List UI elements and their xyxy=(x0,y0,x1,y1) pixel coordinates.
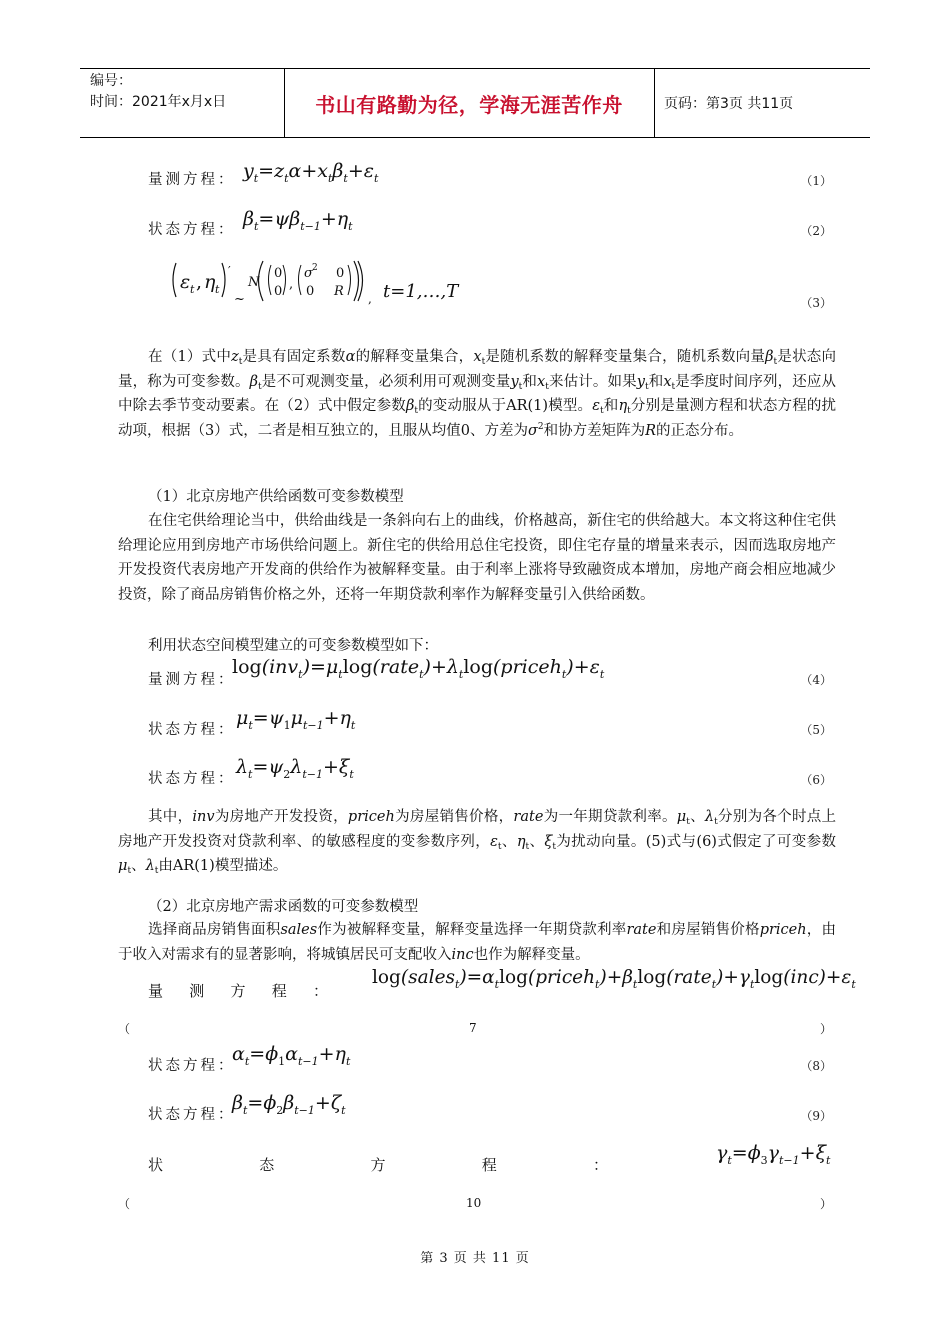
svg-text:0: 0 xyxy=(336,266,345,281)
equation-9: $\beta_t=\phi_2\beta_{t-1}+\zeta_t$ xyxy=(232,1092,346,1117)
svg-text:~: ~ xyxy=(234,292,245,307)
equation-10: $\gamma_t=\phi_3\gamma_{t-1}+\xi_t$ xyxy=(716,1142,831,1167)
svg-text:0: 0 xyxy=(306,284,315,299)
label-char: 测 xyxy=(189,982,205,1000)
label-char: 状 xyxy=(148,1156,164,1174)
equation-10-open-paren: （ xyxy=(118,1197,131,1211)
label-char: 程 xyxy=(271,982,287,1000)
header-meta xyxy=(90,71,226,113)
equation-8: $\alpha_t=\phi_1\alpha_{t-1}+\eta_t$ xyxy=(232,1043,351,1068)
svg-text:ε: ε xyxy=(180,271,191,293)
measure-equation-label: 量测方程： xyxy=(148,672,236,688)
equation-3-tail: t=1,…,T xyxy=(383,281,459,302)
equation-9-number: （9） xyxy=(800,1109,832,1123)
header-motto: 书山有路勤为径，学海无涯苦作舟 xyxy=(315,92,623,117)
state-equation-label: 状态方程： xyxy=(148,222,236,238)
label-char: 方 xyxy=(230,982,246,1000)
svg-text:,: , xyxy=(196,271,203,293)
equation-3-number: （3） xyxy=(800,296,832,310)
section-1-title: （1）北京房地产供给函数可变参数模型 xyxy=(148,489,404,505)
equation-5-number: （5） xyxy=(800,723,832,737)
equation-1: $y_t=z_t\alpha+x_t\beta_t+\varepsilon_t$ xyxy=(243,160,379,185)
page-footer: 第 3 页 共 11 页 xyxy=(420,1251,530,1266)
svg-text:R: R xyxy=(334,284,344,299)
svg-text:σ: σ xyxy=(304,266,313,281)
measure-equation-label-spread xyxy=(148,980,328,1001)
label-char: 方 xyxy=(370,1156,386,1174)
variables-paragraph: 其中，inv为房地产开发投资，priceh为房屋销售价格，rate为一年期贷款利率。$\mu_t$、$\lambda_t$分别为各个时点上房地产开发投资对贷款利率、的敏感程度的变参数序列，$\varepsilon_t$、$\eta_t$、$\xi_t$为扰动向量。(5)式与(6)式假定了可变参数$\mu_t$、$\lambda_t$由AR(1)模型描述。 xyxy=(118,809,837,877)
header-divider xyxy=(654,69,655,137)
equation-5: $\mu_t=\psi_1\mu_{t-1}+\eta_t$ xyxy=(236,707,356,732)
state-equation-label: 状态方程： xyxy=(148,1107,236,1123)
equation-2: $\beta_t=\psi\beta_{t-1}+\eta_t$ xyxy=(243,208,353,233)
label-char: 量 xyxy=(148,982,164,1000)
svg-text:′: ′ xyxy=(228,264,231,278)
equation-6: $\lambda_t=\psi_2\lambda_{t-1}+\xi_t$ xyxy=(236,756,354,781)
explanation-paragraph: 在（1）式中$z_t$是具有固定系数α的解释变量集合，$x_t$是随机系数的解释变量集合，随机系数向量$\beta_t$是状态向量，称为可变参数。$\beta_t$是不可观测变量，必须利用可观测变量$y_t$和$x_t$来估计。如果$y_t$和$x_t$是季度时间序列，还应从中除去季节变动要素。在（2）式中假定参数$\beta_t$的变动服从于AR(1)模型。$\varepsilon_t$和$\eta_t$分别是量测方程和状态方程的扰动项，根据（3）式，二者是相互独立的，且服从均值0、方差为$\sigma^2$和协方差矩阵为R的正态分布。 xyxy=(118,349,837,440)
equation-7-open-paren: （ xyxy=(118,1022,131,1036)
svg-text:0: 0 xyxy=(274,284,283,299)
svg-text:N: N xyxy=(248,275,260,290)
page-header xyxy=(80,68,870,138)
state-equation-label: 状态方程： xyxy=(148,722,236,738)
equation-7-close-paren: ） xyxy=(820,1022,833,1036)
section-2-title: （2）北京房地产需求函数的可变参数模型 xyxy=(148,899,419,915)
svg-text:t: t xyxy=(215,283,220,296)
equation-2-number: （2） xyxy=(800,224,832,238)
svg-text:t: t xyxy=(190,283,195,296)
equation-6-number: （6） xyxy=(800,773,832,787)
supply-paragraph: 在住宅供给理论当中，供给曲线是一条斜向右上的曲线，价格越高，新住宅的供给越大。本文将这种住宅供给理论应用到房地产市场供给问题上。新住宅的供给用总住宅投资，即住宅存量的增量来表示，因而选取房地产开发投资代表房地产开发商的供给作为被解释变量。由于利率上涨将导致融资成本增加，房地产商会相应地减少投资，除了商品房销售价格之外，还将一年期贷款利率作为解释变量引入供给函数。 xyxy=(118,513,836,604)
state-equation-label-spread xyxy=(148,1154,608,1175)
time-label: 时间：2021年x月x日 xyxy=(90,94,227,110)
label-char: ： xyxy=(592,1156,608,1174)
label-char: 态 xyxy=(259,1156,275,1174)
equation-4-number: （4） xyxy=(800,673,832,687)
header-page-number: 页码：第3页 共11页 xyxy=(664,96,794,112)
svg-text:,: , xyxy=(368,292,372,306)
equation-10-number: 10 xyxy=(466,1196,482,1210)
state-equation-label: 状态方程： xyxy=(148,771,236,787)
svg-text:η: η xyxy=(204,271,216,293)
equation-7: $\log(sales_t)=\alpha_t\log(priceh_t)+\beta_t\log(rate_t)+\gamma_t\log(inc)+\varepsilon_t$ xyxy=(372,967,856,991)
label-char: 程 xyxy=(481,1156,497,1174)
equation-1-number: （1） xyxy=(800,174,832,188)
equation-4: $\log(inv_t)=\mu_t\log(rate_t)+\lambda_t\log(priceh_t)+\varepsilon_t$ xyxy=(232,656,605,681)
svg-text:2: 2 xyxy=(312,263,318,273)
svg-text:0: 0 xyxy=(274,266,283,281)
demand-paragraph: 选择商品房销售面积sales作为被解释变量，解释变量选择一年期贷款利率rate和房屋销售价格priceh，由于收入对需求有的显著影响，将城镇居民可支配收入inc也作为解释变量。 xyxy=(118,922,837,963)
equation-7-number: 7 xyxy=(469,1021,477,1035)
equation-8-number: （8） xyxy=(800,1059,832,1073)
state-equation-label: 状态方程： xyxy=(148,1058,236,1074)
serial-label: 编号： xyxy=(90,73,132,89)
measure-equation-label: 量测方程： xyxy=(148,172,236,188)
svg-text:,: , xyxy=(289,277,294,292)
equation-10-close-paren: ） xyxy=(820,1197,833,1211)
label-char: ： xyxy=(312,982,328,1000)
model-intro: 利用状态空间模型建立的可变参数模型如下： xyxy=(148,638,438,654)
